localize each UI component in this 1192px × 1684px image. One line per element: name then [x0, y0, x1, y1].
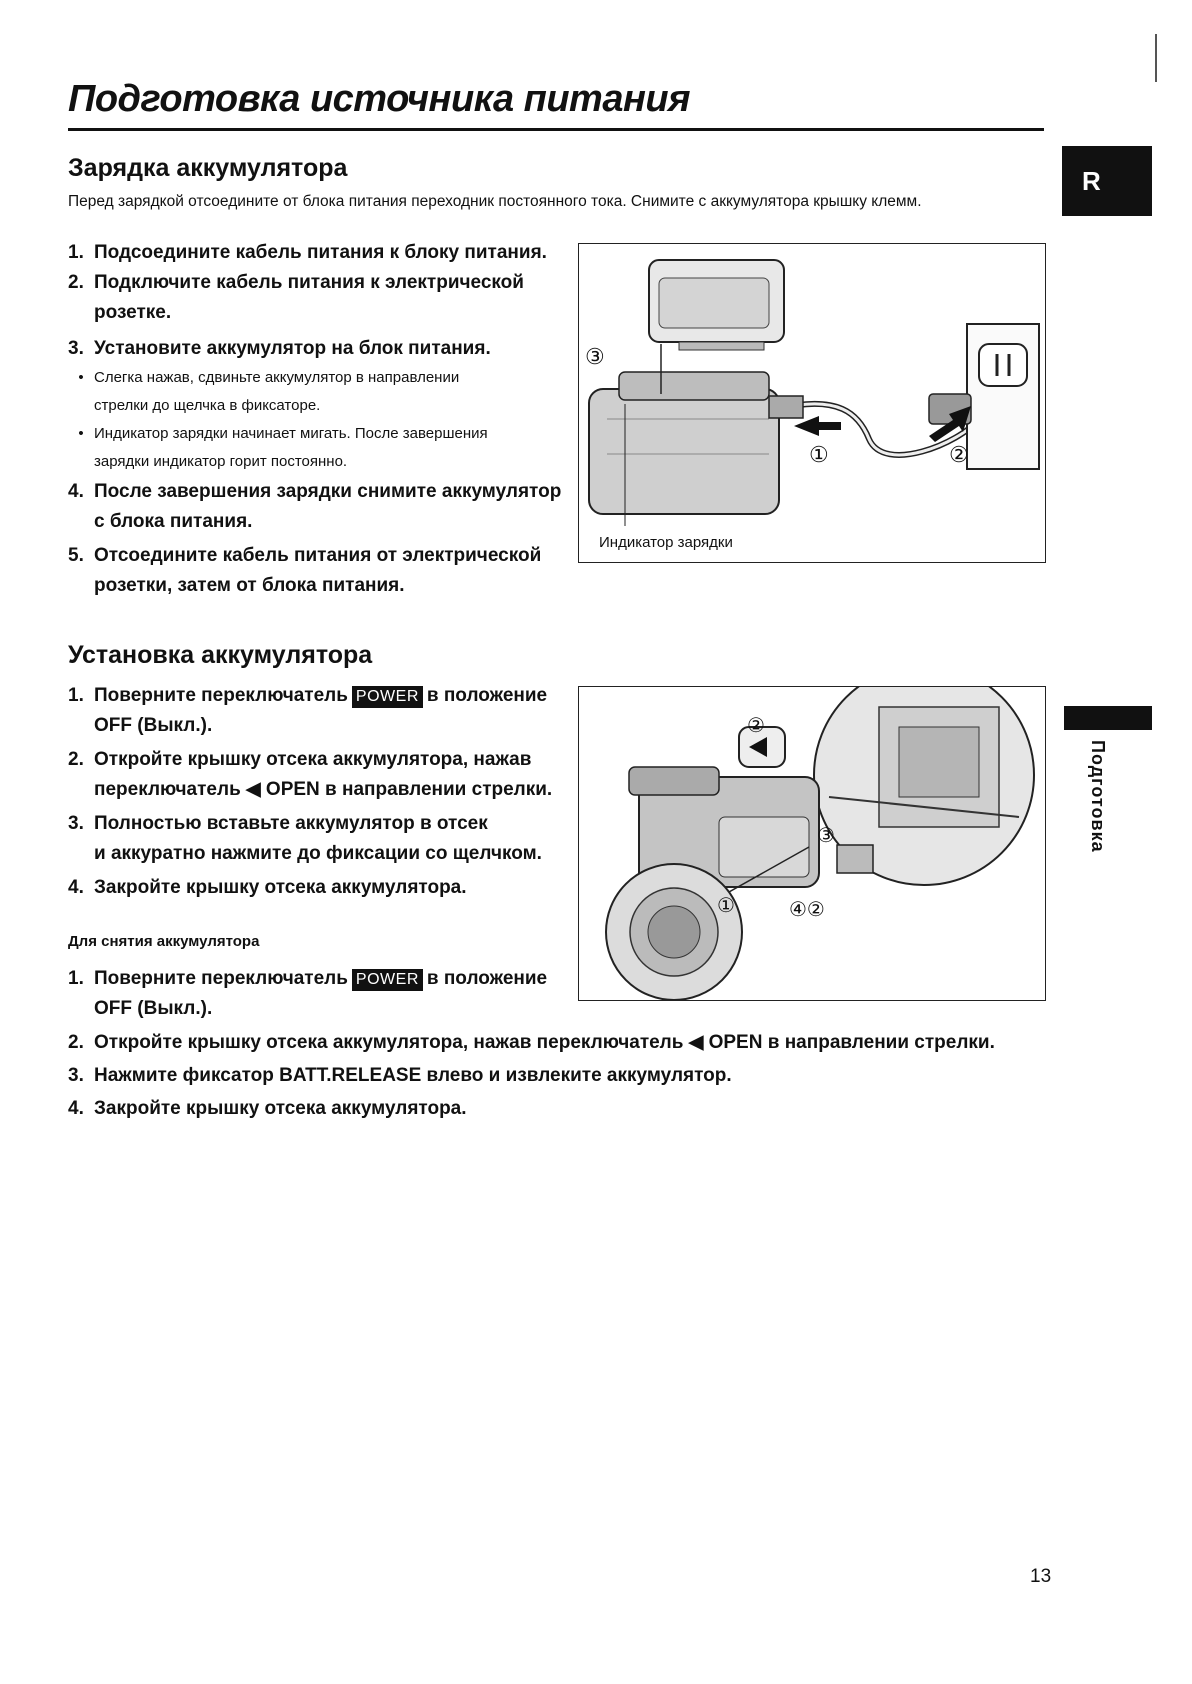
step-number: 4. [68, 481, 84, 502]
removal-step-2 [68, 1028, 995, 1058]
camcorder-drawing [579, 687, 1046, 1001]
step-text: Откройте крышку отсека аккумулятора, нажав [94, 749, 532, 770]
step-text: После завершения зарядки снимите аккумулятор [94, 481, 562, 502]
bullet-text: Слегка нажав, сдвиньте аккумулятор в направлении [94, 369, 460, 386]
install-step-1 [68, 681, 547, 741]
charging-bullet-2 [68, 420, 488, 476]
charger-drawing [579, 244, 1046, 563]
marker-1: ① [809, 442, 829, 467]
margin-mark [1155, 34, 1157, 82]
outlet-socket [979, 344, 1027, 386]
step-number: 2. [68, 1032, 84, 1053]
battery-terminals [679, 342, 764, 350]
step-text-cont: OFF (Выкл.). [94, 998, 213, 1019]
section-tab-bar [1064, 706, 1152, 730]
charging-indicator-label: Индикатор зарядки [599, 534, 733, 551]
step-text: Откройте крышку отсека аккумулятора, нажав переключатель ◀ OPEN в направлении стрелки. [94, 1032, 995, 1053]
battery-compartment [719, 817, 809, 877]
page-title: Подготовка источника питания [68, 78, 691, 120]
step-text: Поверните переключатель [94, 968, 348, 989]
step-number: 2. [68, 749, 84, 770]
step-text-cont: OFF (Выкл.). [94, 715, 213, 736]
step-number: 3. [68, 1065, 84, 1086]
step-text-cont: и аккуратно нажмите до фиксации со щелчком. [94, 843, 542, 864]
charging-intro: Перед зарядкой отсоедините от блока питания переходник постоянного тока. Снимите с аккумулятора крышку клемм. [68, 193, 922, 210]
bullet-text-cont: зарядки индикатор горит постоянно. [94, 453, 348, 470]
inset-battery [899, 727, 979, 797]
charger-body [589, 389, 779, 514]
charging-step-1 [68, 238, 547, 268]
step-text: Поверните переключатель [94, 685, 348, 706]
install-marker-1: ① [717, 895, 735, 917]
power-switch-badge: POWER [352, 969, 423, 991]
step-text: в положение [426, 685, 548, 706]
step-number: 1. [68, 242, 84, 263]
step-text: Подключите кабель питания к электрической [94, 272, 524, 293]
language-tab [1062, 146, 1152, 216]
step-text: Отсоедините кабель питания от электрической [94, 545, 542, 566]
charging-step-5 [68, 541, 541, 601]
step-text: в положение [426, 968, 548, 989]
step-number: 1. [68, 968, 84, 989]
step-number: 2. [68, 272, 84, 293]
bullet-dot: • [78, 369, 84, 386]
step-text-cont: розетки, затем от блока питания. [94, 575, 405, 596]
charging-heading: Зарядка аккумулятора [68, 154, 348, 182]
removal-step-3 [68, 1061, 732, 1091]
removal-step-1 [68, 964, 547, 1024]
step-number: 3. [68, 338, 84, 359]
step-text-cont: переключатель ◀ OPEN в направлении стрелки. [94, 779, 553, 800]
install-step-2 [68, 745, 552, 805]
camcorder-handle [629, 767, 719, 795]
bullet-text-cont: стрелки до щелчка в фиксаторе. [94, 397, 321, 414]
step-text: Закройте крышку отсека аккумулятора. [94, 1098, 467, 1119]
step-text: Подсоедините кабель питания к блоку питания. [94, 242, 547, 263]
charging-bullet-1 [68, 364, 459, 420]
install-heading: Установка аккумулятора [68, 641, 373, 669]
step-number: 4. [68, 1098, 84, 1119]
marker-3: ③ [585, 344, 605, 369]
battery-face [659, 278, 769, 328]
battery-pack [837, 845, 873, 873]
install-illustration [578, 686, 1046, 1001]
arrow-1-icon [794, 416, 841, 436]
bullet-dot: • [78, 425, 84, 442]
install-step-4 [68, 873, 467, 903]
charging-step-2 [68, 268, 524, 328]
marker-2: ② [949, 442, 969, 467]
language-tab-label: R [1082, 165, 1101, 196]
removal-step-4 [68, 1094, 467, 1124]
charging-step-3 [68, 334, 491, 364]
install-marker-4-2: ④② [789, 899, 825, 921]
step-number: 4. [68, 877, 84, 898]
removal-heading: Для снятия аккумулятора [68, 933, 260, 950]
charger-top [619, 372, 769, 400]
charging-step-4 [68, 477, 561, 537]
title-rule [68, 128, 1044, 131]
install-step-3 [68, 809, 542, 869]
step-text: Нажмите фиксатор BATT.RELEASE влево и извлеките аккумулятор. [94, 1065, 732, 1086]
step-number: 3. [68, 813, 84, 834]
step-text: Полностью вставьте аккумулятор в отсек [94, 813, 488, 834]
power-switch-badge: POWER [352, 686, 423, 708]
install-marker-2: ② [747, 715, 765, 737]
page-number: 13 [1030, 1566, 1052, 1587]
lens-glass [648, 906, 700, 958]
step-number: 5. [68, 545, 84, 566]
step-text: Установите аккумулятор на блок питания. [94, 338, 491, 359]
step-text-cont: розетке. [94, 302, 172, 323]
install-marker-3: ③ [817, 825, 835, 847]
cable-connector [769, 396, 803, 418]
section-tab-label: Подготовка [1088, 740, 1108, 853]
step-number: 1. [68, 685, 84, 706]
bullet-text: Индикатор зарядки начинает мигать. После завершения [94, 425, 488, 442]
charging-illustration [578, 243, 1046, 563]
step-text: Закройте крышку отсека аккумулятора. [94, 877, 467, 898]
step-text-cont: с блока питания. [94, 511, 253, 532]
